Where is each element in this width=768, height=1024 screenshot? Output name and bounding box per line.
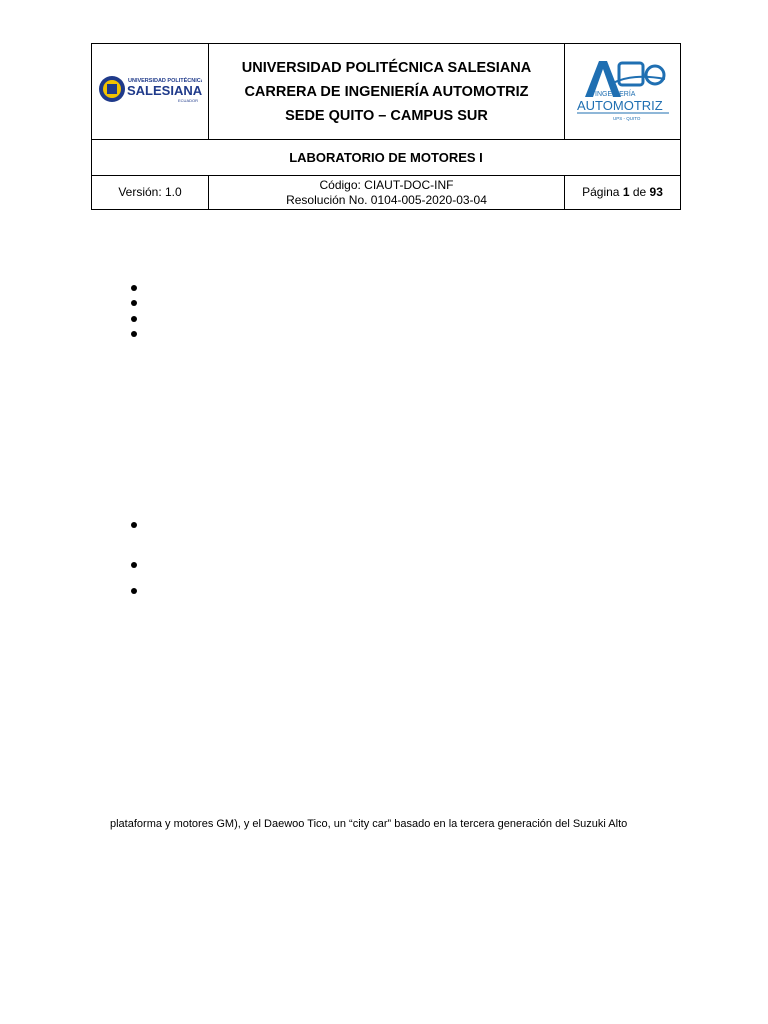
ups-logo-text-main: SALESIANA <box>127 83 202 98</box>
auto-logo-text-top: INGENIERÍA <box>594 91 635 98</box>
header-title-cell <box>209 44 565 140</box>
resolucion-text: Resolución No. 0104-005-2020-03-04 <box>286 192 487 207</box>
title-line-1: UNIVERSIDAD POLITÉCNICA SALESIANA <box>241 59 532 76</box>
bullet <box>131 285 137 291</box>
lab-title: LABORATORIO DE MOTORES I <box>92 140 681 176</box>
page-total: 93 <box>649 185 663 199</box>
ups-logo-cell <box>92 44 209 140</box>
page-prefix: Página <box>582 185 623 199</box>
bullet <box>131 562 137 568</box>
auto-logo-text-main: AUTOMOTRIZ <box>576 98 663 113</box>
page-middle: de <box>629 185 650 199</box>
ups-logo <box>98 72 202 106</box>
bullet <box>131 300 137 306</box>
bullet <box>131 331 137 337</box>
ups-logo-text-bottom: ECUADOR <box>178 98 199 103</box>
bullet <box>131 316 137 322</box>
ups-logo-text-top: UNIVERSIDAD POLITÉCNICA <box>128 78 202 84</box>
page-number-cell <box>565 176 681 210</box>
bullet <box>131 522 137 528</box>
document-header <box>91 43 681 210</box>
title-line-2: CARRERA DE INGENIERÍA AUTOMOTRIZ <box>244 83 529 100</box>
codigo-text: Código: CIAUT-DOC-INF <box>319 177 454 192</box>
auto-logo-text-bottom: UPS - QUITO <box>612 116 640 121</box>
page-current: 1 <box>622 185 630 199</box>
version-cell: Versión: 1.0 <box>92 176 209 210</box>
automotriz-logo-cell <box>565 44 681 140</box>
title-line-3: SEDE QUITO – CAMPUS SUR <box>285 107 488 124</box>
automotriz-logo <box>573 55 673 123</box>
bullet <box>131 588 137 594</box>
body-text-line: plataforma y motores GM), y el Daewoo Tico, un “city car” basado en la tercera generación del Suzuki Alto <box>110 818 628 830</box>
codigo-cell <box>209 176 565 210</box>
